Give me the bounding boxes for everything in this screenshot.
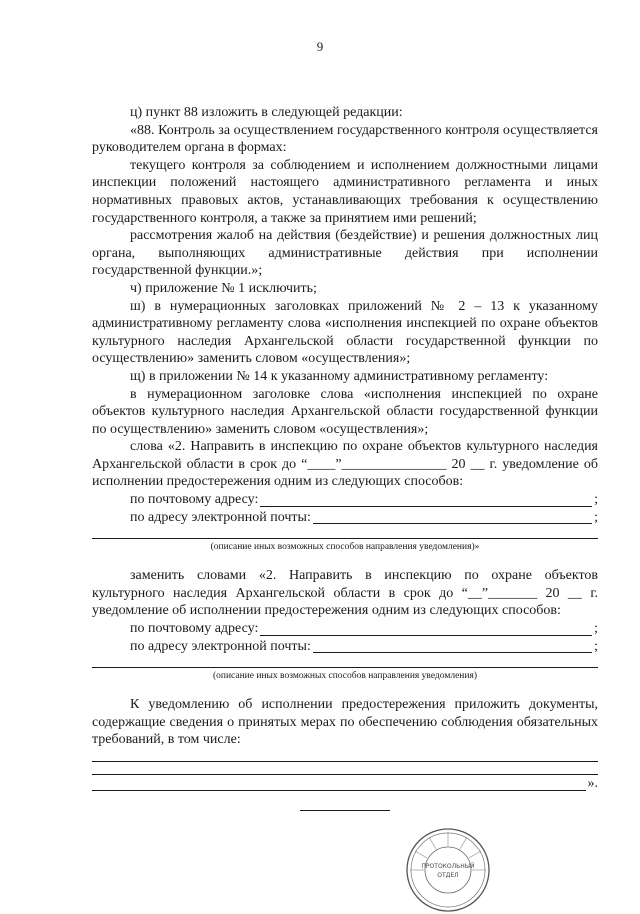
paragraph-item-shch: щ) в приложении № 14 к указанному административному регламенту: [130,368,549,384]
line-end-mark: ; [594,509,598,525]
attachments-rule-1 [92,751,598,762]
paragraph-item-ch: ч) приложение № 1 исключить; [130,280,317,296]
line-end-mark: ; [594,621,598,637]
paragraph-item-c: ц) пункт 88 изложить в следующей редакции: [130,105,403,120]
attachments-blank [92,776,586,791]
paragraph-current-control: текущего контроля за соблюдением и исполнением должностными лицами инспекции положений настоящего административного регламента и иных нормативных правовых актов, устанавливающих требования к осуществлению государственного контроля, а также за принятием ими решений; [92,157,598,226]
line-end-mark: ; [594,638,598,654]
other-methods-rule-2 [92,657,598,668]
closing-mark: ». [587,776,598,791]
department-stamp-icon [404,826,492,914]
svg-text:ОТДЕЛ: ОТДЕЛ [437,872,459,879]
email-address-line-1 [92,509,598,527]
postal-address-blank [260,492,592,507]
email-address-label: по адресу электронной почты: [130,509,311,525]
paragraph-numbering-heading: в нумерационном заголовке слова «исполнения инспекцией по охране объектов культурного наследия Архангельской области государственной функции по осуществлению» заменить словом «осуществления»; [92,386,598,437]
postal-address-line-2 [92,620,598,638]
paragraph-point-88: «88. Контроль за осуществлением государственного контроля осуществляется руководителем органа в формах: [92,122,598,156]
paragraph-new-wording: заменить словами «2. Направить в инспекцию по охране объектов культурного наследия Архангельской области в срок до “__”_______ 20 __ г. уведомление об исполнении предостережения одним из следующих способов: [92,568,598,619]
email-address-line-2 [92,638,598,656]
other-methods-caption-2: (описание иных возможных способов направления уведомления) [212,671,478,682]
line-end-mark: ; [594,492,598,508]
paragraph-old-wording: слова «2. Направить в инспекцию по охране объектов культурного наследия Архангельской области в срок до “____”_______________ 20 __ г. уведомление об исполнении предостережения одним из следующих способов: [92,439,598,490]
postal-address-blank [260,621,592,636]
other-methods-rule-1 [92,528,598,539]
postal-address-label: по почтовому адресу: [130,621,259,637]
postal-address-line-1 [92,491,598,509]
svg-text:ПРОТОКОЛЬНЫЙ: ПРОТОКОЛЬНЫЙ [421,863,475,870]
email-address-blank [313,638,592,653]
page-number: 9 [316,39,324,54]
postal-address-label: по почтовому адресу: [130,492,259,508]
other-methods-caption-1: (описание иных возможных способов направления уведомления)» [210,542,480,553]
paragraph-attachments: К уведомлению об исполнении предостережения приложить документы, содержащие сведения о принятых мерах по обеспечению соблюдения обязательных требований, в том числе: [92,697,598,748]
end-of-text-line [300,809,390,811]
paragraph-item-sh: ш) в нумерационных заголовках приложений № 2 – 13 к указанному административному регламенту слова «исполнения инспекцией по охране объектов культурного наследия Архангельской области государственной функции по осуществлению» заменить словом «осуществления»; [92,298,598,367]
document-body [92,104,598,811]
email-address-label: по адресу электронной почты: [130,638,311,654]
attachments-final-line [92,775,598,793]
paragraph-complaints: рассмотрения жалоб на действия (бездействие) и решения должностных лиц органа, выполняющих административные действия при исполнении государственной функции.»; [92,228,598,279]
email-address-blank [313,509,592,524]
attachments-rule-2 [92,764,598,775]
